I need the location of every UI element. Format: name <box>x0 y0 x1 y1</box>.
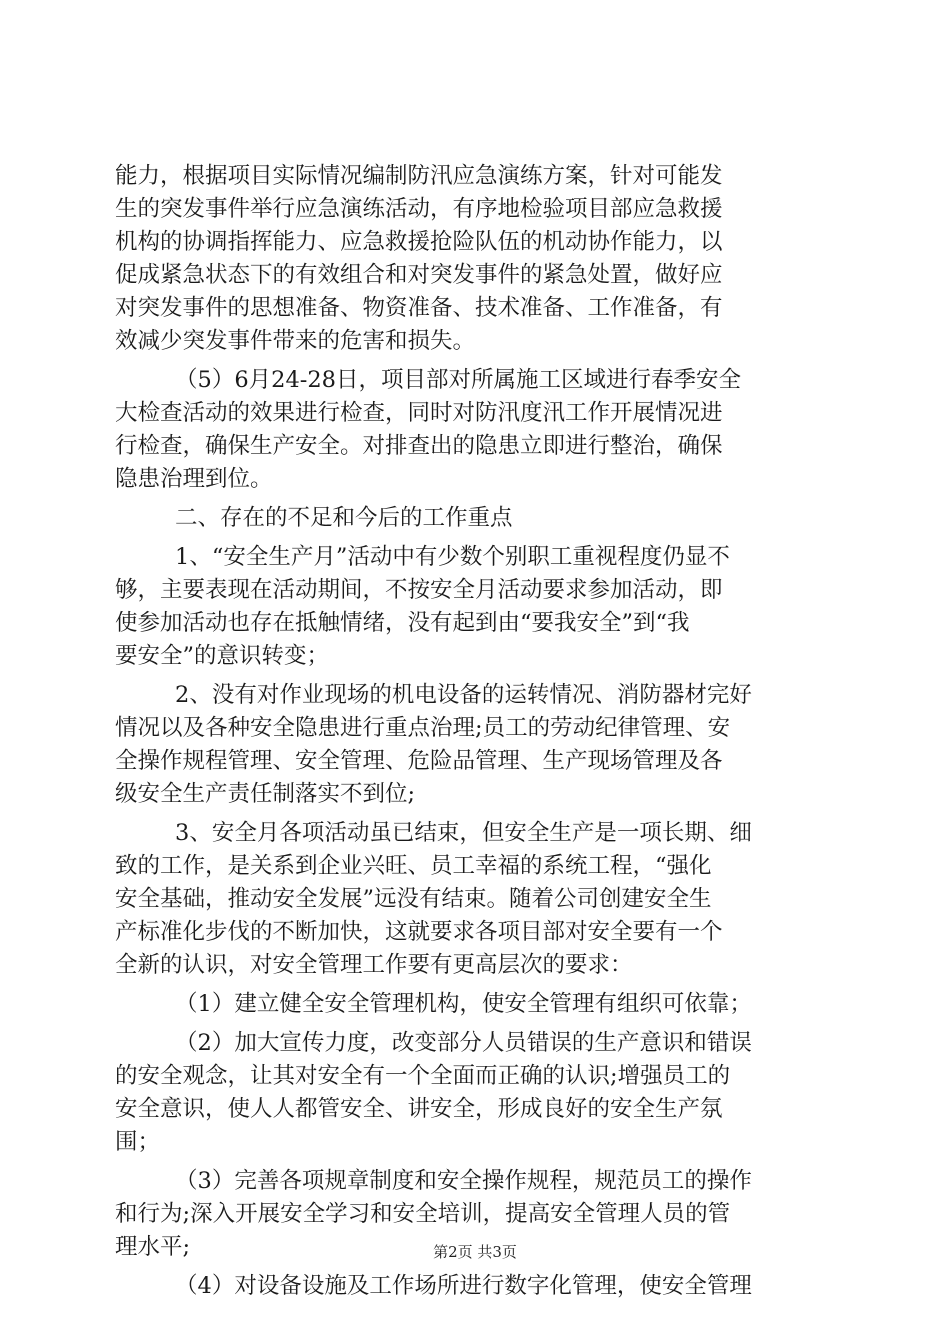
text-line: 产标准化步伐的不断加快，这就要求各项目部对安全要有一个 <box>115 919 723 945</box>
text-line: （2）加大宣传力度，改变部分人员错误的生产意识和错误 <box>175 1030 752 1056</box>
text-line: 级安全生产责任制落实不到位; <box>115 781 416 807</box>
text-line: 围； <box>115 1129 161 1155</box>
text-line: 1、“安全生产月”活动中有少数个别职工重视程度仍显不 <box>175 544 730 570</box>
page-footer: 第2页 共3页 <box>433 1243 517 1261</box>
document-body <box>115 160 840 1303</box>
text-line: 要安全”的意识转变； <box>115 643 330 669</box>
text-line: 情况以及各种安全隐患进行重点治理;员工的劳动纪律管理、安 <box>115 715 731 741</box>
text-line: 安全意识，使人人都管安全、讲安全，形成良好的安全生产氛 <box>115 1096 723 1122</box>
text-line: 的安全观念，让其对安全有一个全面而正确的认识;增强员工的 <box>115 1063 731 1089</box>
text-line: 够，主要表现在活动期间，不按安全月活动要求参加活动，即 <box>115 577 723 603</box>
text-line: 对突发事件的思想准备、物资准备、技术准备、工作准备，有 <box>115 295 723 321</box>
text-line: （5）6月24-28日，项目部对所属施工区域进行春季安全 <box>175 367 741 393</box>
text-line: 效减少突发事件带来的危害和损失。 <box>115 328 476 354</box>
text-line: （3）完善各项规章制度和安全操作规程，规范员工的操作 <box>175 1168 752 1194</box>
text-line: 能力，根据项目实际情况编制防汛应急演练方案，针对可能发 <box>115 163 723 189</box>
text-line: 2、没有对作业现场的机电设备的运转情况、消防器材完好 <box>175 682 752 708</box>
text-line: 全新的认识，对安全管理工作要有更高层次的要求： <box>115 952 633 978</box>
text-line: 致的工作，是关系到企业兴旺、员工幸福的系统工程，“强化 <box>115 853 712 879</box>
text-line: 使参加活动也存在抵触情绪，没有起到由“要我安全”到“我 <box>115 610 690 636</box>
text-line: 大检查活动的效果进行检查，同时对防汛度汛工作开展情况进 <box>115 400 723 426</box>
text-line: （1）建立健全安全管理机构，使安全管理有组织可依靠； <box>175 991 752 1017</box>
text-line: 理水平; <box>115 1234 191 1260</box>
text-line: 二、存在的不足和今后的工作重点 <box>175 505 513 531</box>
text-line: （4）对设备设施及工作场所进行数字化管理，使安全管理 <box>175 1273 752 1299</box>
text-line: 促成紧急状态下的有效组合和对突发事件的紧急处置，做好应 <box>115 262 723 288</box>
text-line: 生的突发事件举行应急演练活动，有序地检验项目部应急救援 <box>115 196 723 222</box>
text-line: 和行为;深入开展安全学习和安全培训，提高安全管理人员的管 <box>115 1201 731 1227</box>
text-line: 3、安全月各项活动虽已结束，但安全生产是一项长期、细 <box>175 820 752 846</box>
text-line: 安全基础，推动安全发展”远没有结束。随着公司创建安全生 <box>115 886 712 912</box>
text-line: 行检查，确保生产安全。对排查出的隐患立即进行整治，确保 <box>115 433 723 459</box>
text-line: 全操作规程管理、安全管理、危险品管理、生产现场管理及各 <box>115 748 723 774</box>
text-line: 机构的协调指挥能力、应急救援抢险队伍的机动协作能力，以 <box>115 229 723 255</box>
text-line: 隐患治理到位。 <box>115 466 273 492</box>
